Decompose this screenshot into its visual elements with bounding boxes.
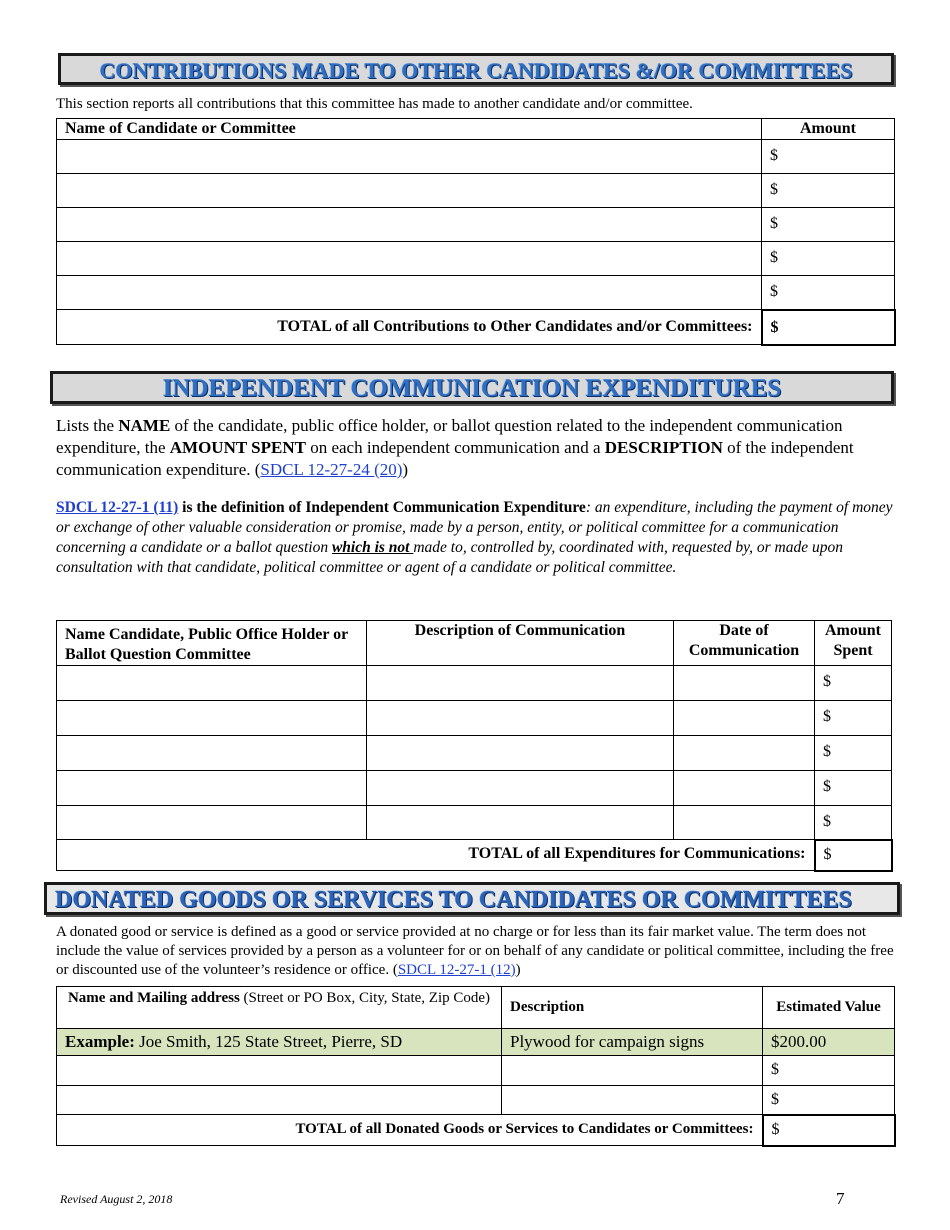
name-cell[interactable] — [57, 242, 762, 276]
name-cell[interactable] — [57, 736, 367, 771]
donated-banner: DONATED GOODS OR SERVICES TO CANDIDATES OR COMMITTEES — [44, 882, 900, 915]
example-desc-cell: Plywood for campaign signs — [502, 1029, 763, 1056]
independent-intro: Lists the NAME of the candidate, public office holder, or ballot question related to the independent communication expenditure, the AMOUNT SPENT on each independent communication and a DESCRIPTION of the independent communication expenditure. (SDCL 12-27-24 (20)) — [56, 416, 854, 479]
col-name-header: Name of Candidate or Committee — [57, 119, 762, 140]
name-cell[interactable] — [57, 806, 367, 840]
col-value-header: Estimated Value — [763, 987, 895, 1029]
name-cell[interactable] — [57, 208, 762, 242]
donated-table — [56, 986, 896, 1147]
total-row — [57, 310, 895, 345]
example-row — [57, 1029, 895, 1056]
name-cell[interactable] — [57, 771, 367, 806]
table-row — [57, 276, 895, 310]
sdcl-12-27-24-link[interactable]: SDCL 12-27-24 (20) — [260, 460, 403, 479]
col-name-header: Name Candidate, Public Office Holder or Ballot Question Committee — [57, 621, 367, 666]
total-value-cell[interactable]: $ — [763, 1115, 895, 1146]
name-cell[interactable] — [57, 1086, 502, 1115]
amount-cell[interactable]: $ — [815, 806, 892, 840]
desc-cell[interactable] — [367, 666, 674, 701]
table-row — [57, 736, 892, 771]
name-cell[interactable] — [57, 174, 762, 208]
amount-cell[interactable]: $ — [762, 174, 895, 208]
independent-table — [56, 620, 893, 872]
desc-cell[interactable] — [367, 701, 674, 736]
example-name-cell: Example: Joe Smith, 125 State Street, Pierre, SD — [57, 1029, 502, 1056]
table-row — [57, 806, 892, 840]
desc-cell[interactable] — [502, 1056, 763, 1086]
col-desc-header: Description of Communication — [367, 621, 674, 666]
total-row — [57, 1115, 895, 1146]
name-cell[interactable] — [57, 701, 367, 736]
independent-banner: INDEPENDENT COMMUNICATION EXPENDITURES — [50, 371, 894, 404]
table-row — [57, 174, 895, 208]
total-label: TOTAL of all Expenditures for Communications: — [57, 840, 815, 871]
sdcl-12-27-1-12-link[interactable]: SDCL 12-27-1 (12) — [397, 962, 516, 978]
table-row — [57, 242, 895, 276]
desc-cell[interactable] — [367, 771, 674, 806]
desc-cell[interactable] — [367, 806, 674, 840]
contributions-intro: This section reports all contributions that this committee has made to another candidate and/or committee. — [56, 96, 693, 112]
table-row — [57, 140, 895, 174]
donated-intro: A donated good or service is defined as a good or service provided at no charge or for less than its fair market value. The term does not include the value of services provided by a person as a volunteer for or on behalf of any candidate or political committee, including the free or discounted use of the volunteer’s residence or office. (SDCL 12-27-1 (12)) — [56, 924, 894, 978]
date-cell[interactable] — [674, 736, 815, 771]
name-cell[interactable] — [57, 1056, 502, 1086]
example-value-cell: $200.00 — [763, 1029, 895, 1056]
total-amount-cell[interactable]: $ — [815, 840, 892, 871]
desc-cell[interactable] — [367, 736, 674, 771]
total-label: TOTAL of all Donated Goods or Services to Candidates or Committees: — [57, 1115, 763, 1146]
amount-cell[interactable]: $ — [762, 276, 895, 310]
table-row — [57, 208, 895, 242]
date-cell[interactable] — [674, 806, 815, 840]
contributions-banner: CONTRIBUTIONS MADE TO OTHER CANDIDATES &/OR COMMITTEES — [58, 53, 894, 85]
amount-cell[interactable]: $ — [815, 666, 892, 701]
amount-cell[interactable]: $ — [815, 736, 892, 771]
total-row — [57, 840, 892, 871]
amount-cell[interactable]: $ — [762, 140, 895, 174]
amount-cell[interactable]: $ — [762, 242, 895, 276]
table-row — [57, 1056, 895, 1086]
table-row — [57, 666, 892, 701]
table-row — [57, 771, 892, 806]
total-label: TOTAL of all Contributions to Other Candidates and/or Committees: — [57, 310, 762, 345]
page-number: 7 — [836, 1189, 845, 1208]
independent-definition: SDCL 12-27-1 (11) is the definition of Independent Communication Expenditure: an expenditure, including the payment of money or exchange of other valuable consideration or promise, made by a person, entity, or political committee for a communication concerning a candidate or a ballot question which is not made to, controlled by, coordinated with, requested by, or made upon consultation with that candidate, political committee or agent of a candidate or political committee. — [56, 499, 893, 576]
name-cell[interactable] — [57, 276, 762, 310]
date-cell[interactable] — [674, 701, 815, 736]
revised-date: Revised August 2, 2018 — [60, 1192, 173, 1206]
col-amount-header: Amount — [762, 119, 895, 140]
col-name-header: Name and Mailing address (Street or PO Box, City, State, Zip Code) — [57, 987, 502, 1029]
name-cell[interactable] — [57, 140, 762, 174]
col-desc-header: Description — [502, 987, 763, 1029]
date-cell[interactable] — [674, 771, 815, 806]
col-amount-header: Amount Spent — [815, 621, 892, 666]
contributions-table — [56, 118, 896, 346]
amount-cell[interactable]: $ — [762, 208, 895, 242]
table-row — [57, 1086, 895, 1115]
total-amount-cell[interactable]: $ — [762, 310, 895, 345]
amount-cell[interactable]: $ — [815, 771, 892, 806]
value-cell[interactable]: $ — [763, 1086, 895, 1115]
table-row — [57, 701, 892, 736]
name-cell[interactable] — [57, 666, 367, 701]
sdcl-12-27-1-11-link[interactable]: SDCL 12-27-1 (11) — [56, 499, 179, 516]
date-cell[interactable] — [674, 666, 815, 701]
value-cell[interactable]: $ — [763, 1056, 895, 1086]
amount-cell[interactable]: $ — [815, 701, 892, 736]
desc-cell[interactable] — [502, 1086, 763, 1115]
col-date-header: Date of Communication — [674, 621, 815, 666]
